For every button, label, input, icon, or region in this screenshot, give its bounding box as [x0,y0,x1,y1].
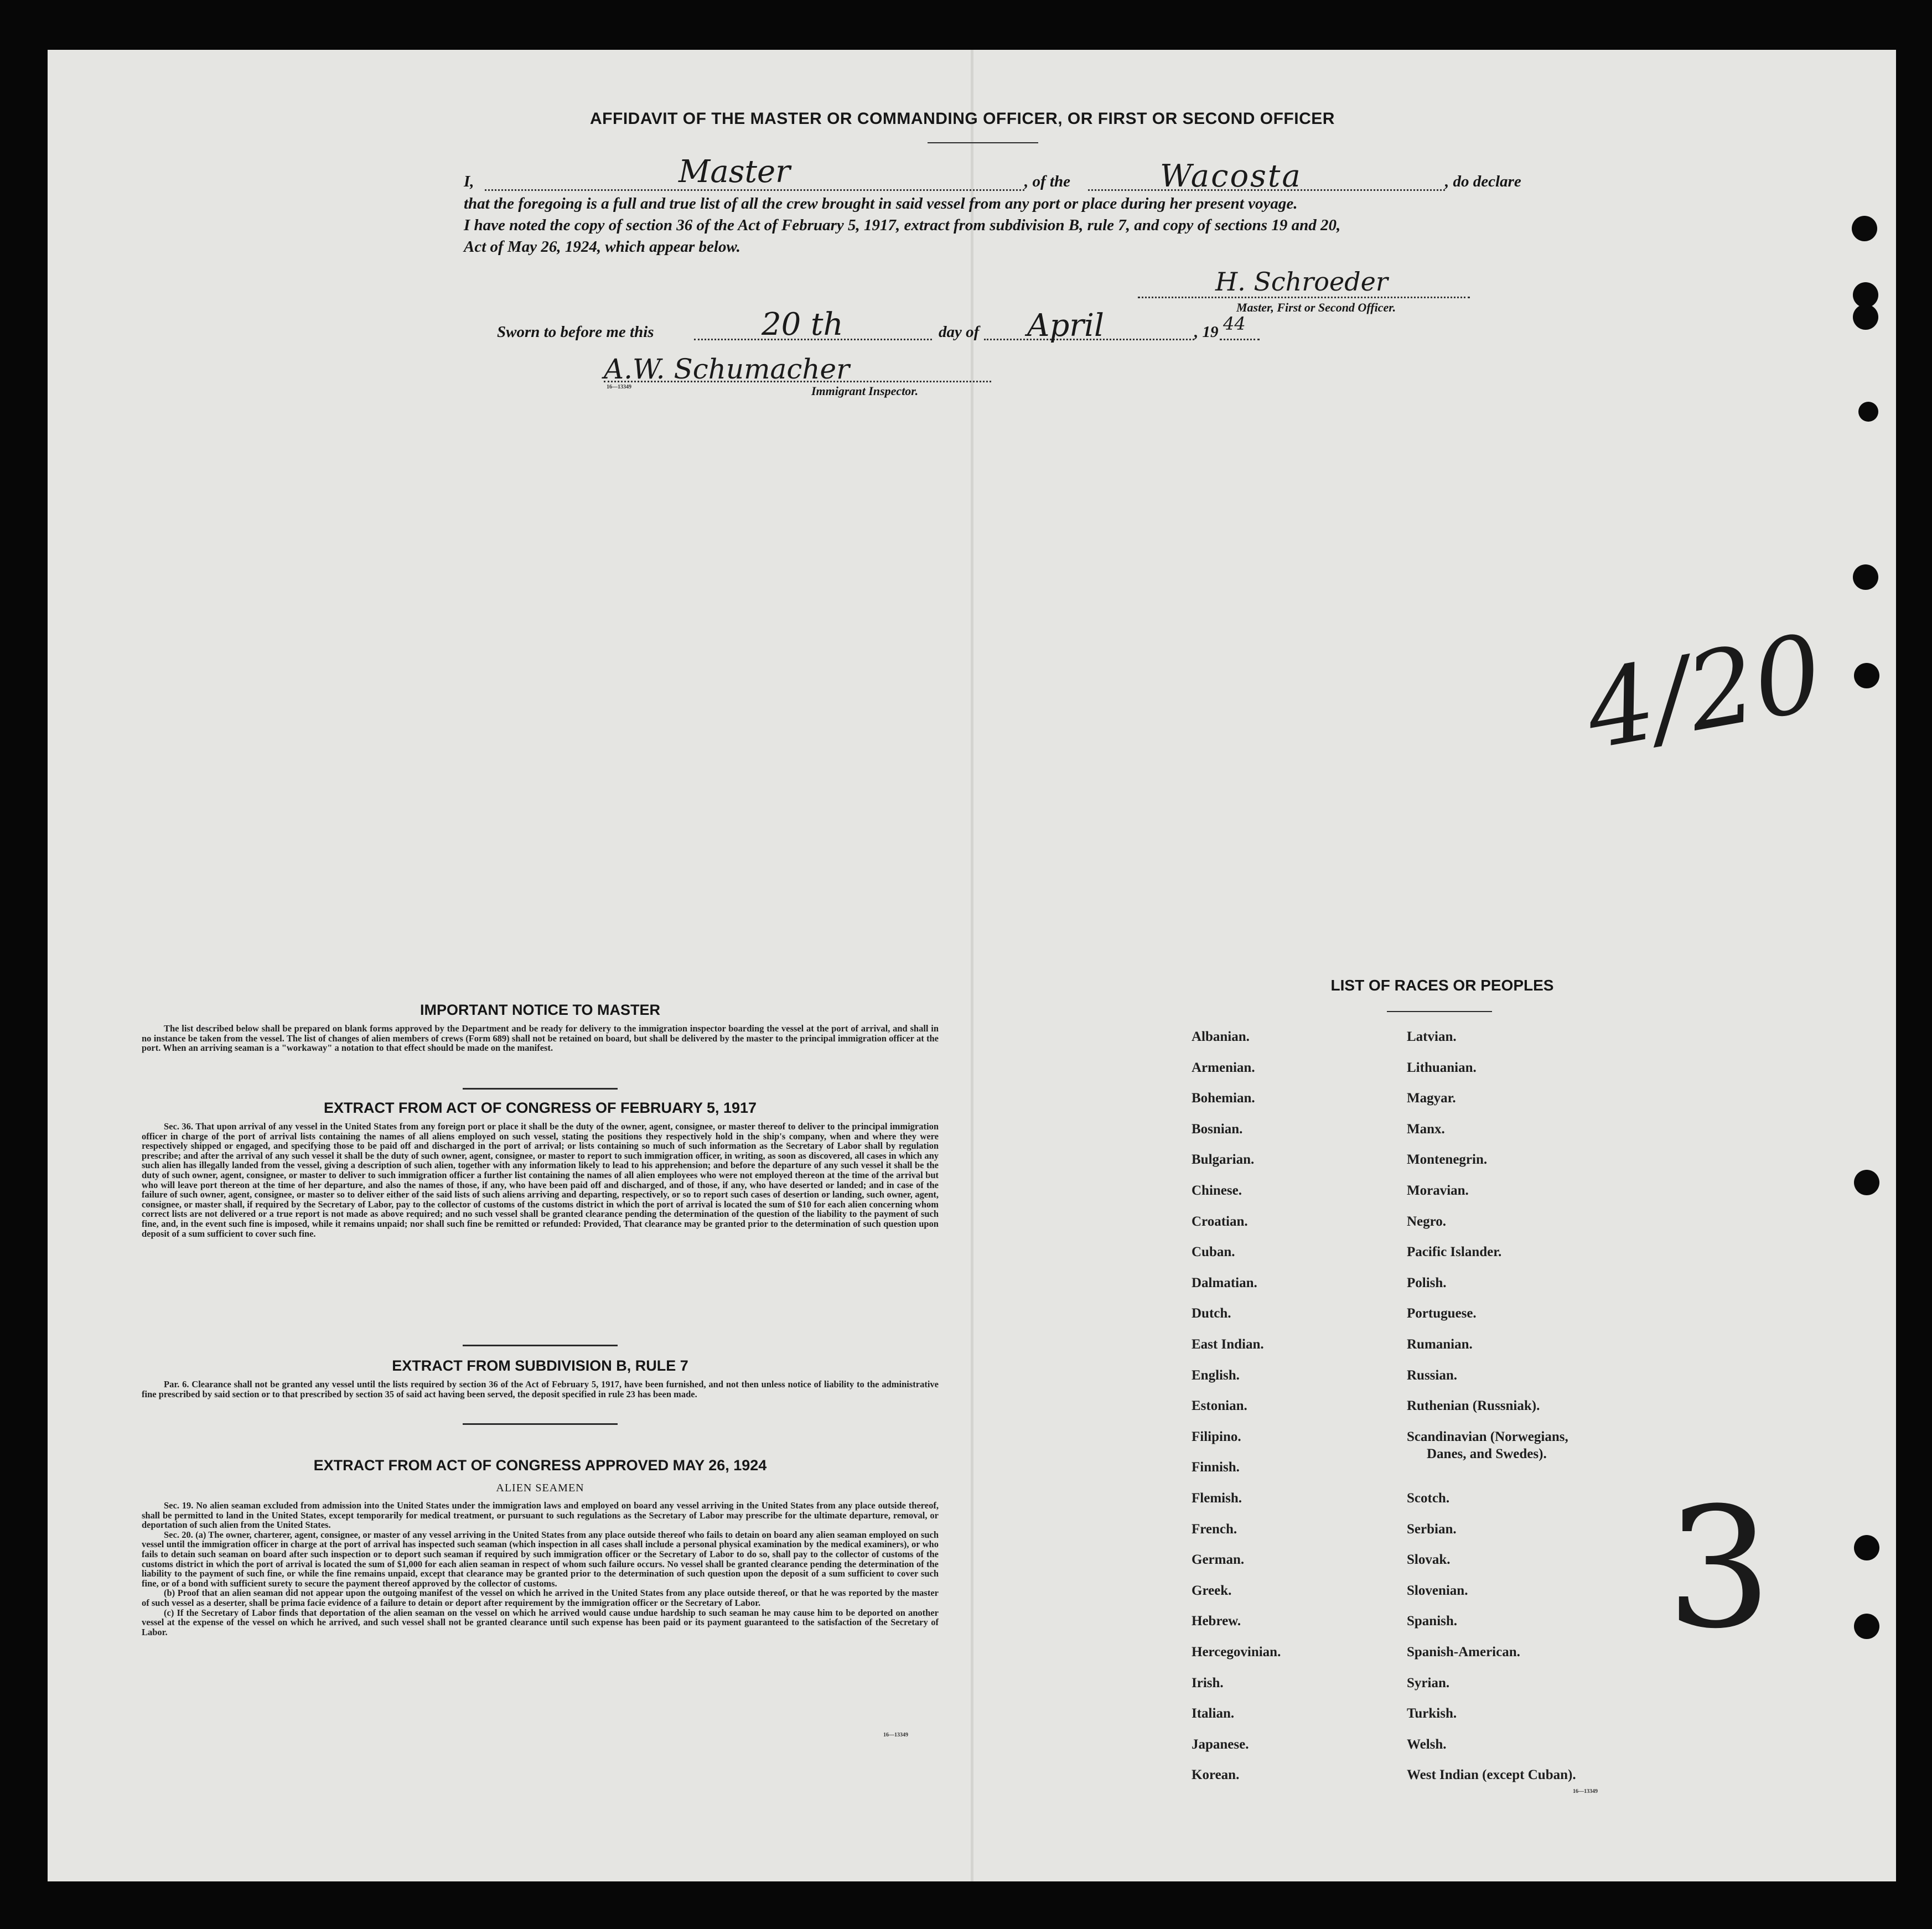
race-item: Welsh. [1407,1736,1447,1752]
extract-1917-title: EXTRACT FROM ACT OF CONGRESS OF FEBRUARY 5, 1917 [323,1100,757,1116]
affidavit-title: AFFIDAVIT OF THE MASTER OR COMMANDING OFFICER, OR FIRST OR SECOND OFFICER [590,110,1335,128]
inspector-signature: A.W. Schumacher [604,353,850,385]
sec19-text: Sec. 19. No alien seaman excluded from admission into the United States under the immigration laws and employed on board any vessel arriving in the United States from any place outside thereof, shall be permitted to land in the United States, except temporarily for medical treatment, or pursuant to such regulations as the Secretary of Labor may prescribe for the ultimate departure, removal, or deportation of such alien from the United States. [142,1500,939,1531]
rule7-title: EXTRACT FROM SUBDIVISION B, RULE 7 [392,1357,688,1374]
race-item: Spanish-American. [1407,1645,1520,1660]
vessel-handwritten: Wacosta [1160,158,1302,194]
race-item: Filipino. [1192,1429,1241,1444]
race-item: Italian. [1192,1706,1235,1721]
punch-hole [1854,663,1879,688]
day-handwritten: 20 th [762,307,843,343]
race-item: Korean. [1192,1767,1240,1783]
sworn-label: Sworn to before me this [497,323,654,341]
of-the-label: , of the [1024,173,1070,190]
race-item: Scandinavian (Norwegians, [1407,1429,1568,1444]
race-item: German. [1192,1552,1245,1568]
race-item: Rumanian. [1407,1337,1473,1352]
race-item: Turkish. [1407,1706,1457,1721]
race-item: Bohemian. [1192,1091,1255,1106]
race-item: Moravian. [1407,1183,1469,1198]
race-item: Finnish. [1192,1460,1240,1475]
punch-hole [1858,402,1878,422]
race-item: Polish. [1407,1275,1447,1290]
master-signature: H. Schroeder [1215,267,1388,297]
race-item: Lithuanian. [1407,1060,1477,1075]
extract-1917-body: Sec. 36. That upon arrival of any vessel in the United States from any foreign port or place it shall be the duty of the owner, agent, consignee, or master thereof to deliver to the principal immigration officer in charge of the port of arrival lists containing the names of all aliens employed on such vessel, stating the positions they respectively hold in the ship's company, when and where they were respectively shipped or engaged, and specifying those to be paid off and discharged in the port of arrival; or lists containing so much of such information as the Secretary of Labor shall by regulation prescribe; and after the arrival of any such vessel it shall be the duty of such owner, agent, consignee, or master to report to such immigration officer, in writing, as soon as discovered, all cases in which any such alien has illegally landed from the vessel, giving a description of such alien, together with any information likely to lead to his apprehension; and before the departure of any such vessel it shall be the duty of such owner, agent, consignee, or master to deliver to such immigration officer a further list containing the names of all alien employees who were not employed thereon at the time of the arrival but who will leave port thereon at the time of her departure, and also the names of those, if any, who have been paid off and discharged, and of those, if any, who have deserted or landed; and in case of the failure of such owner, agent, consignee, or master so to deliver either of the said lists of such aliens arriving and departing, respectively, or so to report such cases of desertion or landing, such owner, agent, consignee, or master shall, if required by the Secretary of Labor, pay to the collector of customs of the customs district in which the port of arrival is located the sum of $10 for each alien concerning whom correct lists are not delivered or a true report is not made as above required; and no such vessel shall be granted clearance pending the determination of the question of the liability to the payment of such fine, and, in the event such fine is imposed, while it remains unpaid; nor shall such fine be remitted or refunded: Provided, That clearance may be granted prior to the determination of such question upon deposit of a sum sufficient to cover such fine. [142,1121,939,1239]
inspector-caption: Immigrant Inspector. [811,384,919,398]
year-handwritten: 44 [1223,313,1246,334]
race-item: Cuban. [1192,1244,1235,1260]
punch-hole [1853,564,1878,590]
notice-title: IMPORTANT NOTICE TO MASTER [420,1002,660,1018]
race-item: West Indian (except Cuban). [1407,1767,1576,1783]
race-item: Slovenian. [1407,1583,1468,1598]
race-item: Flemish. [1192,1491,1242,1506]
day-of-label: day of [939,323,980,341]
race-item: Chinese. [1192,1183,1242,1198]
race-item: Bulgarian. [1192,1152,1255,1168]
officer-handwritten: Master [678,154,790,190]
affidavit-line3: I have noted the copy of section 36 of the Act of February 5, 1917, extract from subdivision B, rule 7, and copy of sections 19 and 20, [464,216,1341,234]
alien-seamen-subtitle: ALIEN SEAMEN [496,1482,584,1494]
rule7-rule [463,1423,618,1425]
race-item: Ruthenian (Russniak). [1407,1398,1540,1414]
races-title: LIST OF RACES OR PEOPLES [1330,977,1554,994]
affidavit-line2: that the foregoing is a full and true list of all the crew brought in said vessel from any port or place during her present voyage. [464,195,1298,212]
race-item: Serbian. [1407,1521,1457,1537]
form-number-right: 16—13349 [1573,1788,1598,1795]
sec20b-text: (b) Proof that an alien seaman did not appear upon the outgoing manifest of the vessel on which he arrived in the United States from any place outside thereof, or that he was reported by the master of such vessel as a deserter, shall be prima facie evidence of a failure to detain or deport after requirement by the immigration officer or the Secretary of Labor. [142,1588,939,1608]
year-line [1220,339,1260,340]
races-rule [1387,1011,1492,1012]
race-item: Albanian. [1192,1029,1250,1044]
race-item: Hercegovinian. [1192,1645,1281,1660]
rule7-body: Par. 6. Clearance shall not be granted any vessel until the lists required by section 36 of the Act of February 5, 1917, have been furnished, and not then unless notice of liability to the administrative fine prescribed by said section or to that prescribed by section 35 of said act having been served, the deposit specified in rule 23 has been made. [142,1379,939,1399]
signature-line [1138,297,1470,298]
extract-1924-title: EXTRACT FROM ACT OF CONGRESS APPROVED MAY 26, 1924 [313,1457,767,1474]
punch-hole [1854,1614,1879,1639]
race-item: Irish. [1192,1675,1224,1691]
form-number-top: 16—13349 [607,384,631,390]
title-rule [928,142,1038,143]
inspector-line [604,381,991,382]
race-item: Dalmatian. [1192,1275,1257,1290]
race-item: Bosnian. [1192,1121,1243,1137]
race-item: English. [1192,1367,1240,1383]
race-item: Japanese. [1192,1736,1249,1752]
notice-rule [463,1088,618,1090]
race-item: Magyar. [1407,1091,1456,1106]
extract-1924-body [142,1501,939,1637]
do-declare-label: , do declare [1445,173,1521,190]
signature-caption: Master, First or Second Officer. [1236,300,1396,314]
month-handwritten: April [1027,308,1104,344]
race-item: Slovak. [1407,1552,1451,1568]
affidavit-line4: Act of May 26, 1924, which appear below. [464,238,740,256]
punch-hole [1852,216,1877,241]
race-item: Negro. [1407,1214,1447,1229]
race-item: Syrian. [1407,1675,1450,1691]
race-item: Armenian. [1192,1060,1255,1075]
punch-hole [1854,1535,1879,1560]
race-item: Pacific Islander. [1407,1244,1502,1260]
race-item: Estonian. [1192,1398,1247,1414]
race-item: Spanish. [1407,1614,1458,1629]
i-label: I, [464,173,474,190]
extract-1917-rule [463,1345,618,1346]
notice-body: The list described below shall be prepared on blank forms approved by the Department and be ready for delivery to the immigration inspector boarding the vessel at the port of arrival, and shall in no instance be taken from the vessel. The list of changes of alien members of crews (Form 689) shall not be retained on board, but shall be delivered by the master to the principal immigration officer at the port. When an arriving seaman is a "workaway" a notation to that effect should be made on the manifest. [142,1023,939,1054]
punch-hole [1854,1170,1879,1195]
form-number-left: 16—13349 [883,1732,908,1738]
race-item: Portuguese. [1407,1306,1477,1321]
race-item: Hebrew. [1192,1614,1241,1629]
race-item: Latvian. [1407,1029,1457,1044]
date-annotation: 4/20 [1577,611,1831,773]
race-item: East Indian. [1192,1337,1264,1352]
race-item: French. [1192,1521,1237,1537]
race-item: Croatian. [1192,1214,1248,1229]
sec20a-text: Sec. 20. (a) The owner, charterer, agent, consignee, or master of any vessel arriving in the United States from any place outside thereof who fails to detain on board any alien seaman employed on such vessel until the immigration officer in charge at the port of arrival has inspected such seaman (which inspection in all cases shall include a personal physical examination by the medical examiners), or who fails to detain such seaman on board after such inspection or to deport such seaman if required by such immigration officer or the Secretary of Labor to do so, shall pay to the collector of customs of the customs district in which the port of arrival is located the sum of $1,000 for each alien seaman in respect of whom such failure occurs. No vessel shall be granted clearance pending the determination of the liability to the payment of such fine, or while the fine remains unpaid, except that clearance may be granted prior to the determination of such question upon the deposit of a sum sufficient to cover such fine, or of a bond with sufficient surety to secure the payment thereof approved by the collector of customs. [142,1529,939,1589]
year-prefix: , 19 [1194,323,1219,341]
race-item: Scotch. [1407,1491,1450,1506]
race-item: Manx. [1407,1121,1445,1137]
race-item: Greek. [1192,1583,1232,1598]
race-item: Russian. [1407,1367,1458,1383]
document-page [48,50,1896,1881]
race-item: Danes, and Swedes). [1427,1446,1547,1461]
race-item: Dutch. [1192,1306,1231,1321]
punch-hole [1853,304,1878,330]
sec20c-text: (c) If the Secretary of Labor finds that deportation of the alien seaman on the vessel on which he arrived would cause undue hardship to such seaman he may cause him to be deported on another vessel at the expense of the vessel on which he arrived, and such vessel shall not be granted clearance until such expense has been paid or its payment guaranteed to the satisfaction of the Secretary of Labor. [142,1607,939,1637]
race-item: Montenegrin. [1407,1152,1488,1168]
page-number-annotation: 3 [1666,1472,1772,1665]
